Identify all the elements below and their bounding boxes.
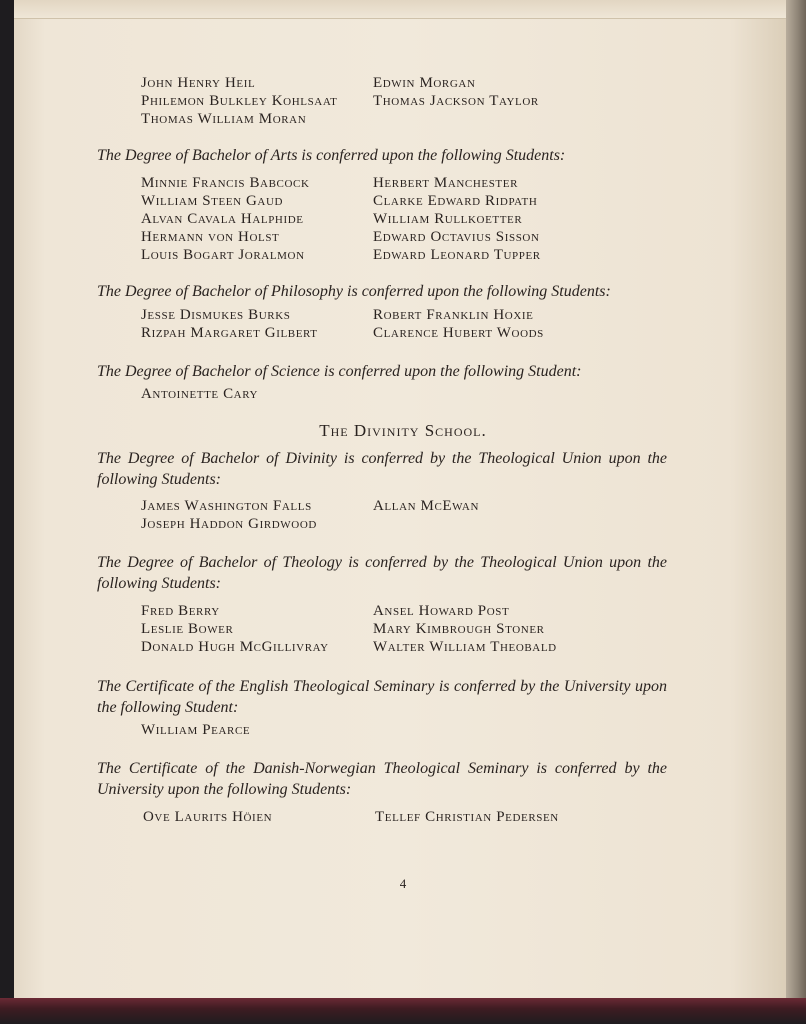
student-name: Louis Bogart Joralmon	[141, 247, 305, 263]
degree-heading-divinity: The Degree of Bachelor of Divinity is conferred by the Theological Union upon the following Students:	[97, 450, 667, 488]
student-name: Edward Octavius Sisson	[373, 229, 540, 245]
student-name: Herbert Manchester	[373, 175, 519, 191]
student-name: Jesse Dismukes Burks	[141, 307, 291, 323]
student-name: Hermann von Holst	[141, 229, 280, 245]
student-name: William Pearce	[141, 722, 251, 738]
student-name: Thomas William Moran	[141, 111, 307, 127]
certificate-heading-danish-norwegian: The Certificate of the Danish-Norwegian Theological Seminary is conferred by the University upon the following Students:	[97, 760, 667, 798]
page-number: 4	[399, 876, 407, 891]
student-name: Clarence Hubert Woods	[373, 325, 544, 341]
student-name: Clarke Edward Ridpath	[373, 193, 538, 209]
book-cover-bottom	[0, 998, 806, 1024]
student-name: Thomas Jackson Taylor	[373, 93, 539, 109]
student-name: Leslie Bower	[141, 621, 234, 637]
student-name: Ove Laurits Höien	[143, 809, 273, 825]
degree-heading-arts: The Degree of Bachelor of Arts is conferred upon the following Students:	[97, 147, 566, 164]
degree-heading-philosophy: The Degree of Bachelor of Philosophy is conferred upon the following Students:	[97, 283, 611, 300]
student-name: Alvan Cavala Halphide	[141, 211, 304, 227]
student-name: Philemon Bulkley Kohlsaat	[141, 93, 338, 109]
student-name: Walter William Theobald	[373, 639, 557, 655]
student-name: William Steen Gaud	[141, 193, 284, 209]
student-name: Ansel Howard Post	[373, 603, 510, 619]
page-top-edge	[14, 0, 792, 19]
student-name: Mary Kimbrough Stoner	[373, 621, 545, 637]
degree-heading-theology: The Degree of Bachelor of Theology is conferred by the Theological Union upon the following Students:	[97, 554, 667, 592]
student-name: Edward Leonard Tupper	[373, 247, 541, 263]
student-name: Joseph Haddon Girdwood	[141, 516, 317, 532]
student-name: John Henry Heil	[141, 75, 256, 91]
student-name: Donald Hugh McGillivray	[141, 639, 329, 655]
student-name: William Rullkoetter	[373, 211, 523, 227]
student-name: Edwin Morgan	[373, 75, 476, 91]
student-name: Rizpah Margaret Gilbert	[141, 325, 318, 341]
certificate-heading-english: The Certificate of the English Theological Seminary is conferred by the University upon the following Student:	[97, 678, 667, 716]
degree-heading-science: The Degree of Bachelor of Science is conferred upon the following Student:	[97, 363, 582, 380]
section-title-divinity-school: The Divinity School.	[319, 421, 487, 440]
student-name: Robert Franklin Hoxie	[373, 307, 534, 323]
book-cover-edge	[786, 0, 806, 1024]
student-name: Allan McEwan	[373, 498, 479, 514]
student-name: Minnie Francis Babcock	[141, 175, 310, 191]
student-name: Tellef Christian Pedersen	[375, 809, 559, 825]
student-name: Fred Berry	[141, 603, 220, 619]
student-name: Antoinette Cary	[141, 386, 259, 402]
student-name: James Washington Falls	[141, 498, 312, 514]
